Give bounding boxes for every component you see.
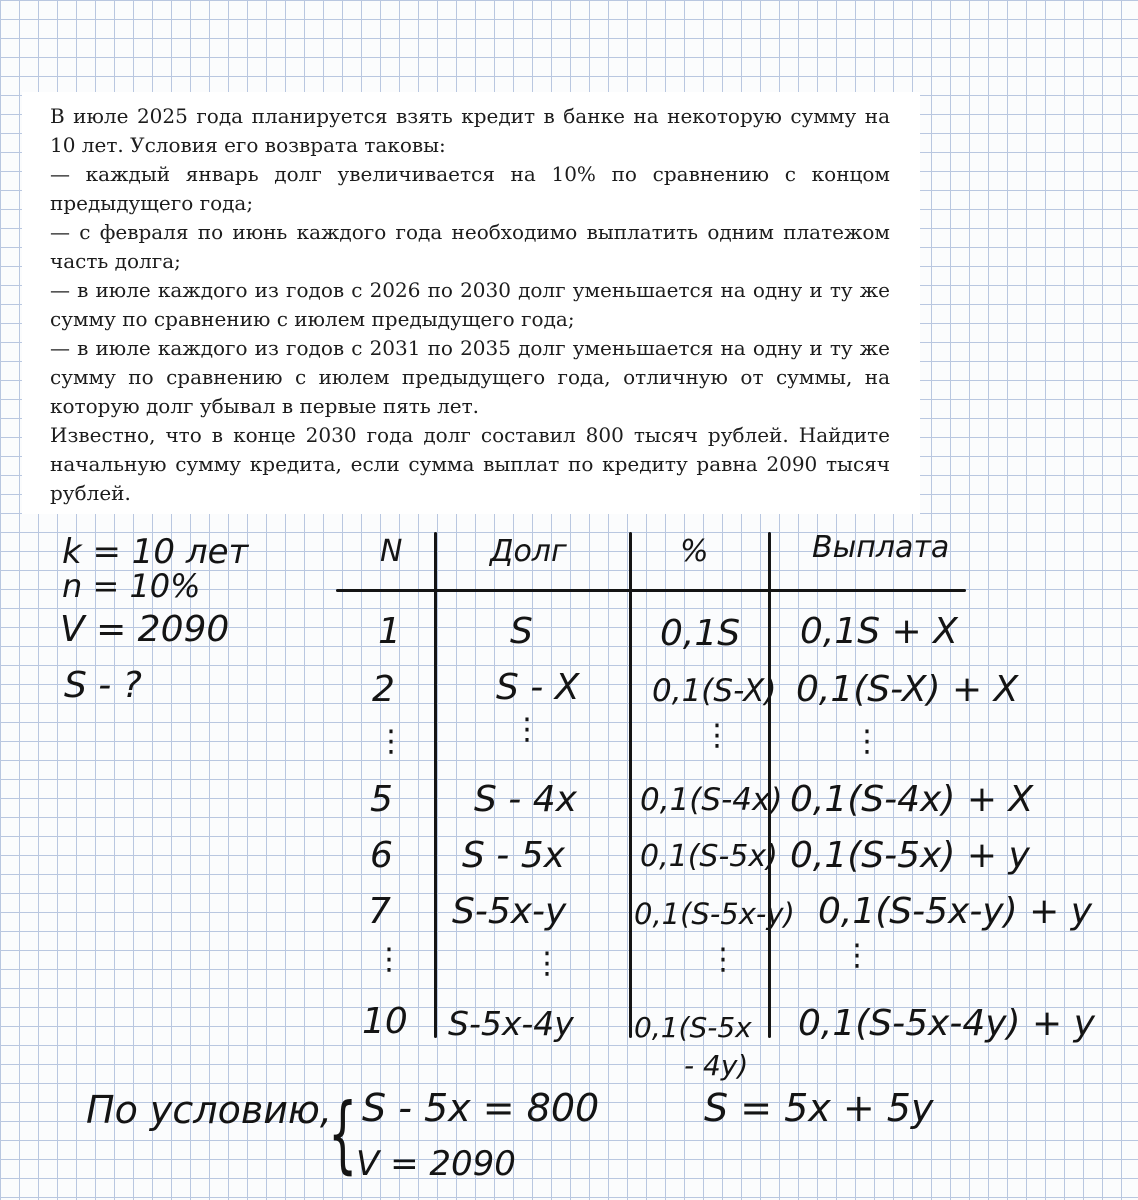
table-row-1-debt: S [510, 611, 533, 652]
conclusion-system-brace: { [328, 1085, 358, 1183]
table-dots-debt: ⋮ [512, 712, 542, 747]
conclusion-equation-1: S - 5x = 800 [362, 1086, 600, 1130]
table-header-payment: Выплата [812, 530, 950, 565]
table-row-6-debt: S - 5x [462, 835, 565, 876]
table-row-6-percent: 0,1(S-5x) [640, 839, 778, 874]
table-row-10-payment: 0,1(S-5x-4y) + y [798, 1003, 1095, 1044]
table-dots-percent: ⋮ [702, 718, 732, 753]
table-dots-2-n: ⋮ [374, 942, 404, 977]
table-header-debt: Долг [490, 534, 567, 569]
given-v: V = 2090 [60, 609, 230, 650]
table-row-5-payment: 0,1(S-4x) + X [790, 779, 1034, 820]
conclusion-side-equation: S = 5x + 5y [704, 1086, 934, 1130]
table-row-6-payment: 0,1(S-5x) + y [790, 835, 1030, 876]
problem-condition-4: — в июле каждого из годов с 2031 по 2035 долг уменьшается на одну и ту же сумму по сравнению с июлем предыдущего года, отличную от суммы, на которую долг убывал в первые пять лет. [50, 336, 890, 418]
table-row-7-payment: 0,1(S-5x-y) + y [818, 891, 1093, 932]
conclusion-label: По условию, [86, 1088, 332, 1132]
table-row-1-percent: 0,1S [660, 613, 741, 654]
table-row-10-debt: S-5x-4y [448, 1004, 574, 1043]
table-row-7-percent: 0,1(S-5x-y) [634, 897, 795, 931]
table-row-1-n: 1 [378, 611, 401, 652]
table-row-7-n: 7 [368, 891, 391, 932]
table-header-n: N [380, 534, 403, 569]
table-row-2-n: 2 [372, 669, 395, 710]
problem-paragraph-intro: В июле 2025 года планируется взять кредит в банке на некоторую сумму на 10 лет. Условия его возврата таковы: [50, 104, 890, 157]
table-row-1-payment: 0,1S + X [800, 611, 958, 652]
table-row-10-percent-cont: - 4y) [684, 1049, 749, 1082]
problem-text-block [22, 92, 920, 514]
problem-condition-3: — в июле каждого из годов с 2026 по 2030 долг уменьшается на одну и ту же сумму по сравнению с июлем предыдущего года; [50, 278, 890, 331]
table-column-divider-2 [629, 532, 632, 1038]
table-row-2-percent: 0,1(S-X) [652, 673, 777, 709]
table-row-6-n: 6 [370, 835, 393, 876]
conclusion-equation-2: V = 2090 [356, 1144, 516, 1184]
table-row-7-debt: S-5x-y [452, 891, 567, 932]
table-dots-payment: ⋮ [852, 724, 882, 759]
table-header-percent: % [680, 534, 709, 569]
table-dots-2-payment: ⋮ [842, 938, 872, 973]
table-row-10-percent: 0,1(S-5x [634, 1011, 752, 1044]
table-row-5-percent: 0,1(S-4x) [640, 782, 783, 818]
table-row-5-debt: S - 4x [474, 779, 577, 820]
table-row-2-debt: S - X [496, 667, 580, 708]
given-n: n = 10% [62, 567, 201, 605]
problem-condition-1: — каждый январь долг увеличивается на 10% по сравнению с концом предыдущего года; [50, 162, 890, 215]
table-dots-2-percent: ⋮ [708, 942, 738, 977]
problem-question: Известно, что в конце 2030 года долг составил 800 тысяч рублей. Найдите начальную сумму кредита, если сумма выплат по кредиту равна 2090 тысяч рублей. [50, 423, 890, 505]
table-row-2-payment: 0,1(S-X) + X [796, 669, 1019, 710]
table-row-10-n: 10 [362, 1001, 408, 1042]
table-dots-n: ⋮ [376, 724, 406, 759]
given-s: S - ? [64, 665, 142, 706]
problem-condition-2: — с февраля по июнь каждого года необходимо выплатить одним платежом часть долга; [50, 220, 890, 273]
table-row-5-n: 5 [370, 779, 393, 820]
given-k: k = 10 лет [62, 532, 249, 572]
table-column-divider-1 [434, 532, 437, 1038]
table-dots-2-debt: ⋮ [532, 946, 562, 981]
table-header-rule [336, 589, 966, 592]
